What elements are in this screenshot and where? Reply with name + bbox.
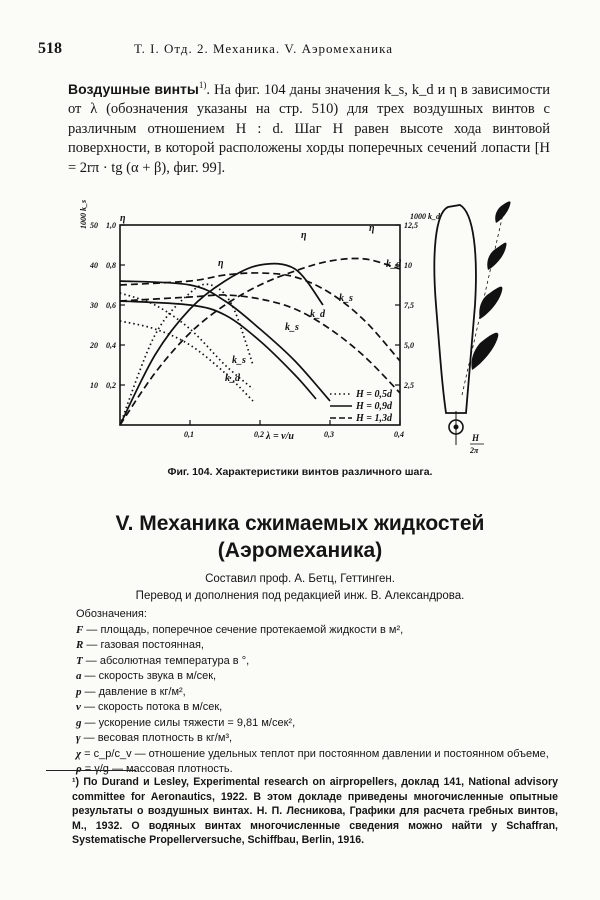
left-eta-label: η (120, 213, 126, 224)
notation-item (76, 623, 556, 639)
legend-label-2: H = 0,9d (356, 401, 392, 412)
notation-symbol: v (76, 701, 81, 713)
eta-label-3: η (218, 258, 224, 269)
left-tick-label-alt: 20 (90, 341, 98, 350)
eta-label-2: η (369, 223, 375, 234)
x-tick-label: 0,4 (394, 430, 404, 439)
notation-symbol: R (76, 639, 84, 651)
composed-by: Составил проф. А. Бетц, Геттинген. (205, 573, 395, 585)
x-tick-label: 0,1 (184, 430, 194, 439)
left-tick-label-alt: 50 (90, 221, 98, 230)
page-header (30, 40, 570, 62)
left-axis-title: 1000 k_s (79, 199, 88, 229)
left-tick-label-alt: 10 (90, 381, 98, 390)
x-axis-label: λ = v/u (266, 431, 294, 442)
left-tick-label: 0,8 (106, 261, 116, 270)
intro-paragraph (68, 76, 550, 178)
running-head: Т. I. Отд. 2. Механика. V. Аэромеханика (134, 41, 394, 56)
ks-label-2: k_s (285, 322, 299, 333)
authors-block (40, 571, 560, 605)
notation-text: — абсолютная температура в °, (82, 654, 250, 667)
blade-section-4 (471, 333, 498, 370)
notation-symbol: p (76, 685, 82, 698)
blade-section-2 (487, 243, 506, 270)
intro-lead: Воздушные винты (68, 80, 199, 97)
left-tick-label-alt: 40 (90, 261, 98, 270)
notation-item (76, 669, 556, 685)
figure-104-chart (80, 195, 530, 455)
intro-text: . На фиг. 104 даны значения k_s, k_d и η в зависимости от λ (обозначения указаны на стр. 510) для трех воздушных винтов с различным отношением H : d. Шаг H равен высоте хода винтовой поверхности, в которой расположены хорды поперечных сечений лопасти [H = 2rπ · tg (α + β), фиг. 99]. (68, 81, 550, 176)
notation-item (76, 716, 556, 732)
section-title-line1: V. Механика сжимаемых жидкостей (115, 512, 485, 535)
pitch-ratio-denominator: 2π (470, 446, 479, 455)
blade-section-3 (479, 287, 502, 319)
notation-item (76, 731, 556, 747)
figure-caption: Фиг. 104. Характеристики винтов различного шага. (167, 466, 433, 478)
kd-label-3: k_d (225, 373, 240, 384)
right-axis-ticks (395, 221, 418, 390)
propeller-blade-drawing (434, 201, 510, 455)
legend-label-3: H = 1,3d (356, 413, 392, 424)
notation-text: — весовая плотность в кг/м³, (80, 732, 233, 744)
notation-list (76, 607, 556, 778)
legend (330, 389, 393, 424)
notation-symbol: γ (76, 732, 81, 744)
notation-symbol: a (76, 670, 82, 682)
notation-text: — давление в кг/м², (81, 685, 186, 698)
blade-section-1 (495, 201, 510, 223)
right-tick-label: 10 (404, 261, 412, 270)
notation-text: — газовая постоянная, (83, 639, 204, 651)
left-tick-label: 0,2 (106, 381, 116, 390)
notation-symbol: F (76, 623, 84, 636)
curve-5 (120, 301, 316, 399)
notation-item (76, 638, 556, 654)
notation-symbol: χ (76, 747, 82, 760)
kd-label-2: k_d (310, 309, 325, 320)
left-tick-label: 1,0 (106, 221, 116, 230)
ks-label-1: k_s (339, 293, 353, 304)
left-tick-label-alt: 30 (90, 301, 98, 310)
section-title (40, 510, 560, 564)
notation-item (76, 747, 556, 763)
footnote: ¹) По Durand и Lesley, Experimental research on airpropellers, доклад 141, National advisory committee for Aeronautics, 1922. В этом докладе приведены многочисленные опытные результаты о воздушных винтах. Н. П. Лесникова, Графики для расчета гребных винтов, М., 1932. О водяных винтах многочисленные сведения можно найти у Schaffran, Systematische Propellerversuche, Schiffbau, Berlin, 1916. (72, 776, 558, 846)
notation-symbol: T (76, 654, 83, 667)
notation-item (76, 654, 556, 670)
curve-7 (120, 273, 400, 361)
right-axis-title: 1000 k_d (410, 212, 440, 221)
pitch-ratio-label: H (472, 433, 480, 443)
x-tick-label: 0,3 (324, 430, 334, 439)
notation-heading: Обозначения: (76, 608, 147, 620)
footnote-rule (46, 770, 136, 771)
left-tick-label: 0,4 (106, 341, 116, 350)
page-number: 518 (38, 40, 62, 57)
right-tick-label: 2,5 (404, 381, 414, 390)
blade-outline (434, 205, 476, 413)
eta-label-1: η (301, 230, 307, 241)
notation-text: = c_p/c_v — отношение удельных теплот при постоянном давлении и постоянном объеме, (81, 747, 549, 760)
translated-by: Перевод и дополнения под редакцией инж. В. Александрова. (135, 590, 465, 602)
legend-label-1: H = 0,5d (356, 389, 392, 400)
right-tick-label: 12,5 (404, 221, 418, 230)
notation-text: = γ/g — массовая плотность. (81, 763, 233, 775)
right-tick-label: 5,0 (404, 341, 414, 350)
right-tick-label: 7,5 (404, 301, 414, 310)
notation-item (76, 700, 556, 716)
pitch-line (462, 205, 505, 395)
footnote-mark: 1) (198, 80, 207, 90)
notation-symbol: ρ (76, 763, 82, 775)
x-tick-label: 0,2 (254, 430, 264, 439)
notation-text: — скорость потока в м/сек, (80, 701, 223, 713)
section-title-line2: (Аэромеханика) (217, 539, 383, 562)
notation-text: — скорость звука в м/сек, (81, 670, 217, 682)
notation-text: — ускорение силы тяжести = 9,81 м/сек², (81, 716, 296, 729)
notation-text: — площадь, поперечное сечение протекаемой жидкости в м², (83, 623, 404, 636)
kd-label-1: k_d (386, 259, 401, 270)
left-tick-label: 0,6 (106, 301, 116, 310)
notation-symbol: g (76, 716, 82, 729)
ks-label-3: k_s (232, 355, 246, 366)
notation-item (76, 685, 556, 701)
